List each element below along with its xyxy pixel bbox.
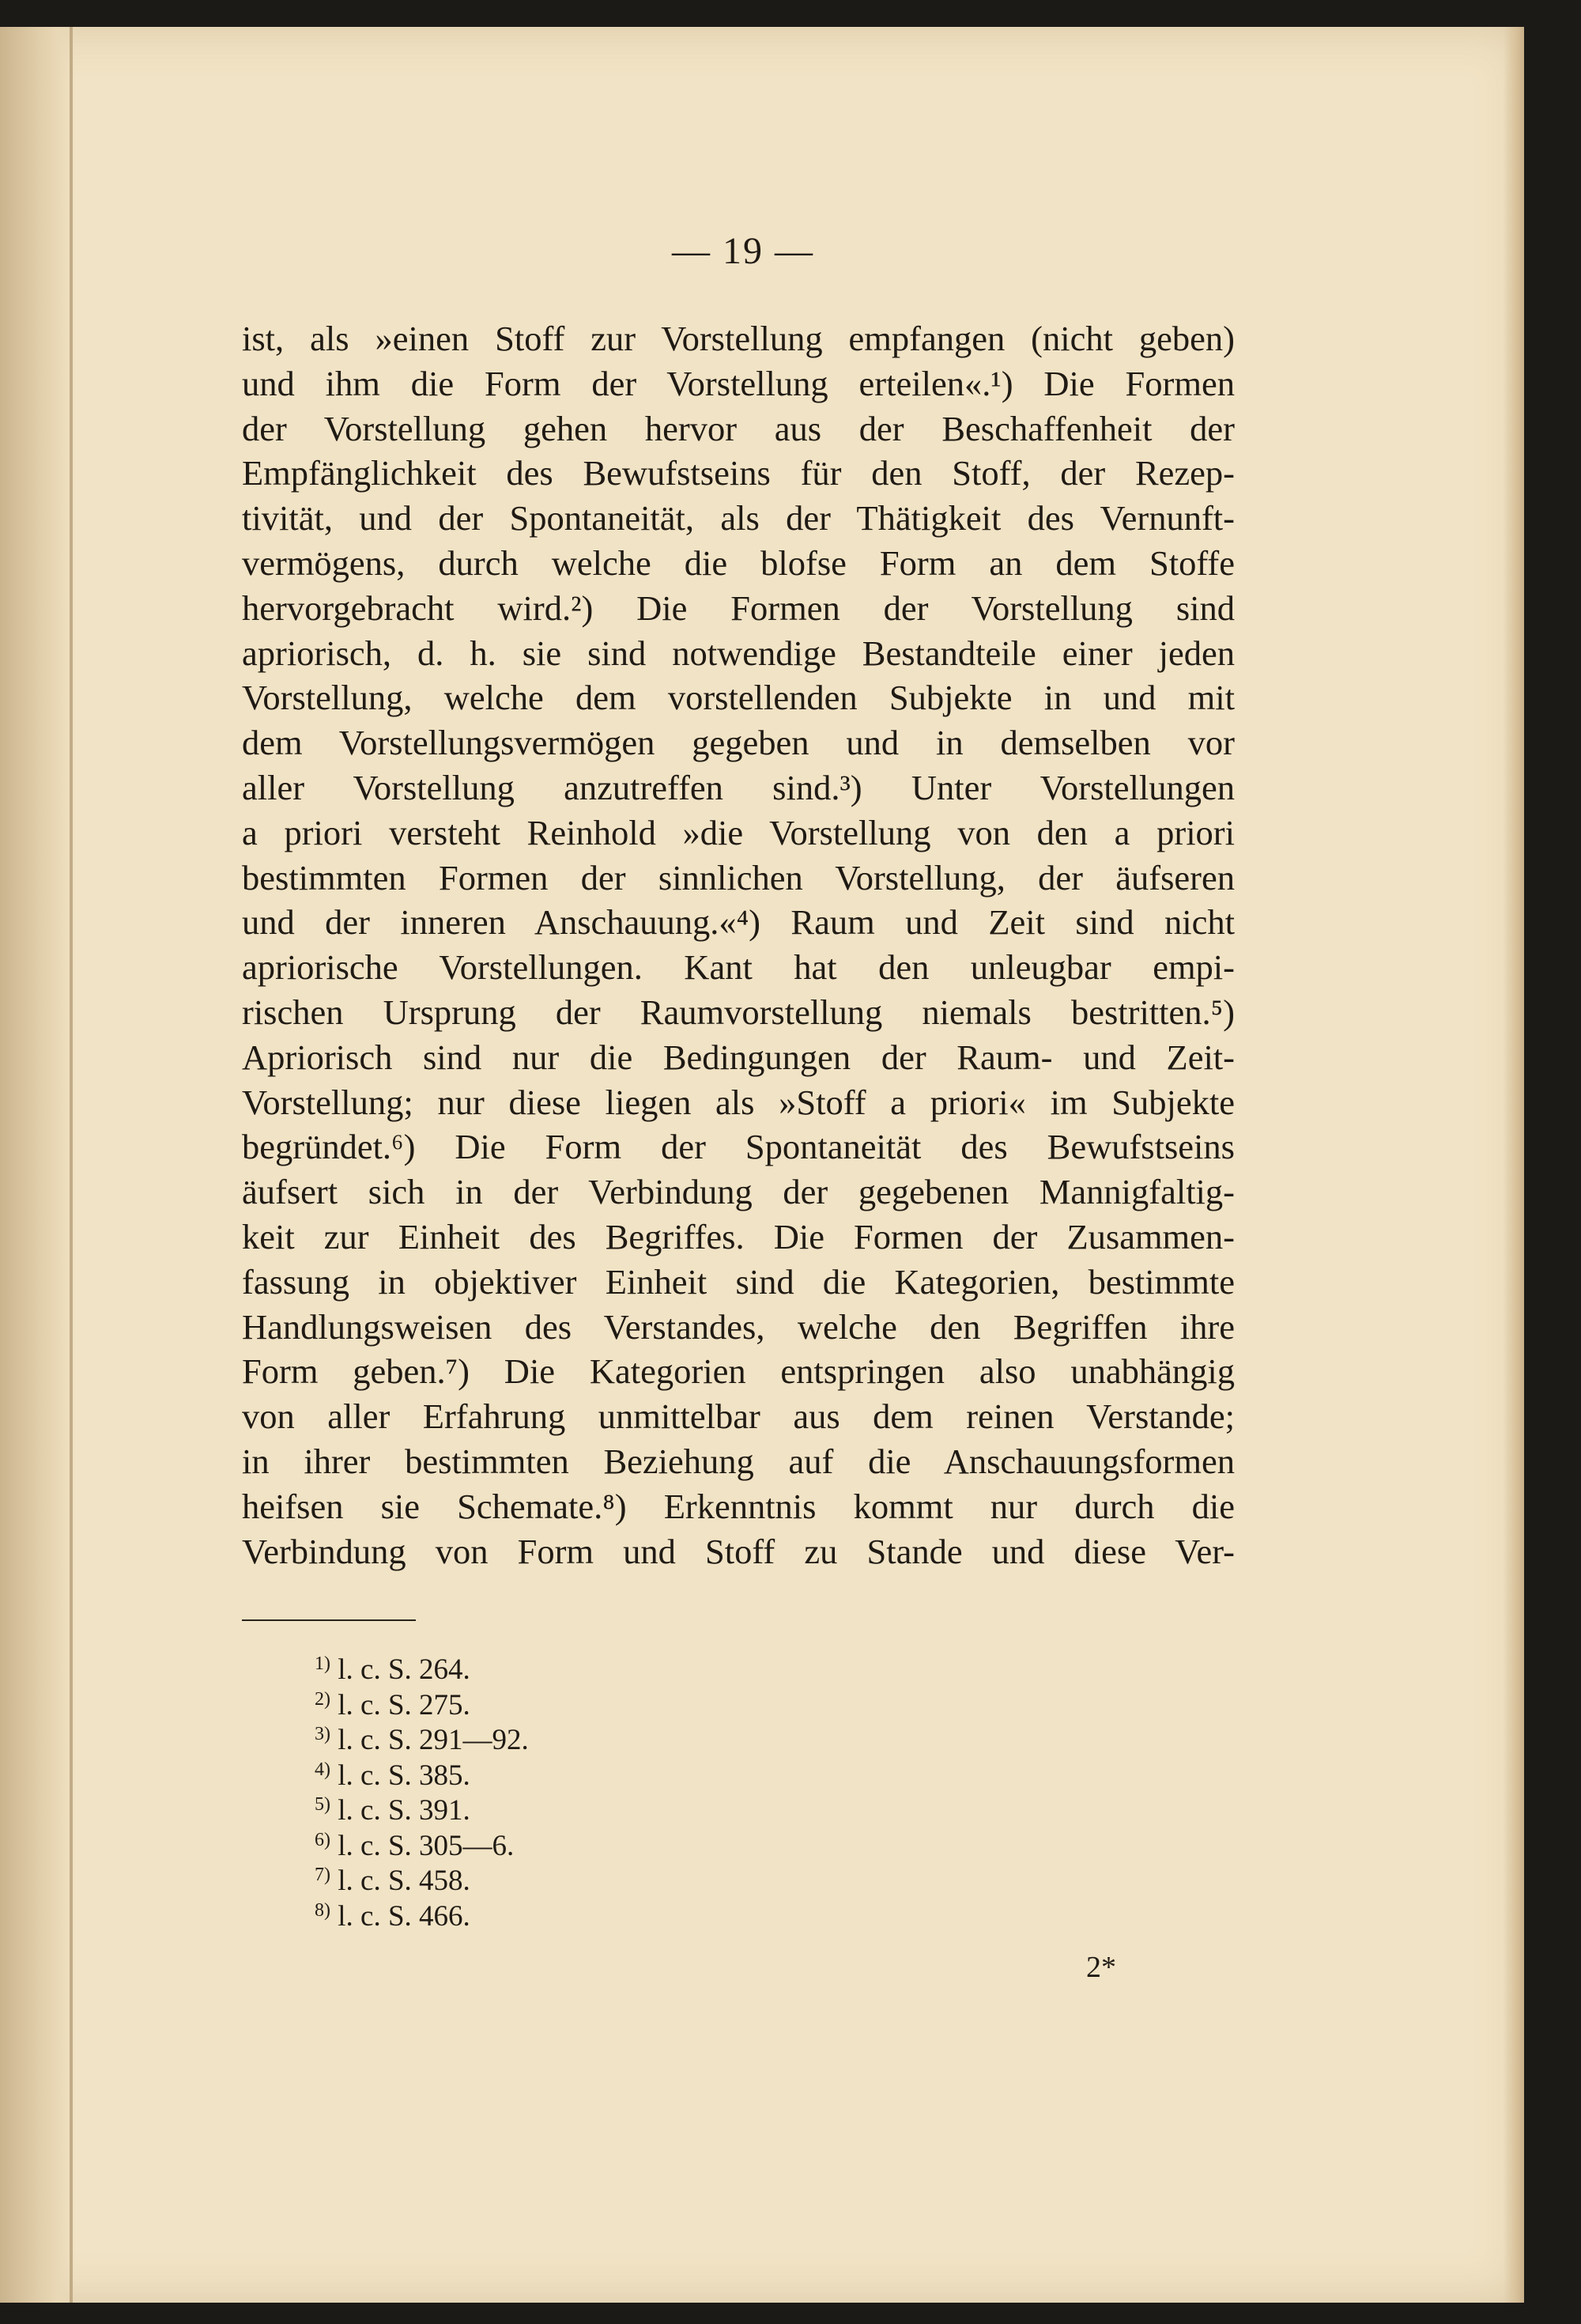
text-line: aller Vorstellung anzutreffen sind.³) Unter Vorstellungen <box>242 767 1235 807</box>
text-line: a priori versteht Reinhold »die Vorstellung von den a priori <box>242 812 1235 852</box>
text-line: apriorische Vorstellungen. Kant hat den unleugbar empi- <box>242 947 1235 988</box>
text-line: und ihm die Form der Vorstellung erteilen«.¹) Die Formen <box>242 363 1235 403</box>
text-line: Empfänglichkeit des Bewufstseins für den Stoff, der Rezep- <box>242 453 1235 493</box>
footnote <box>315 1717 529 1756</box>
text-line: hervorgebracht wird.²) Die Formen der Vorstellung sind <box>242 588 1235 628</box>
page-edge-shadow <box>1504 27 1524 2303</box>
footnote-mark: 2) <box>315 1688 330 1710</box>
text-line: fassung in objektiver Einheit sind die Kategorien, bestimmte <box>242 1261 1235 1302</box>
footnote <box>315 1857 529 1897</box>
footnote <box>315 1893 529 1933</box>
footnotes <box>315 1646 529 1933</box>
text-line: bestimmten Formen der sinnlichen Vorstellung, der äufseren <box>242 857 1235 897</box>
footnote-text: l. c. S. 391. <box>338 1794 470 1827</box>
footnote-text: l. c. S. 466. <box>338 1899 470 1933</box>
footnote-text: l. c. S. 458. <box>338 1865 470 1897</box>
footnote-mark: 3) <box>315 1724 330 1744</box>
text-line: heifsen sie Schemate.⁸) Erkenntnis kommt nur durch die <box>242 1486 1235 1526</box>
text-line: dem Vorstellungsvermögen gegeben und in demselben vor <box>242 723 1235 763</box>
footnote-text: l. c. S. 385. <box>338 1759 470 1792</box>
footnote <box>315 1823 529 1862</box>
text-line: der Vorstellung gehen hervor aus der Beschaffenheit der <box>242 408 1235 448</box>
footnote-text: l. c. S. 305—6. <box>338 1829 515 1862</box>
footnote-mark: 6) <box>315 1829 330 1850</box>
text-line: und der inneren Anschauung.«⁴) Raum und Zeit sind nicht <box>242 902 1235 943</box>
text-line: Handlungsweisen des Verstandes, welche den Begriffen ihre <box>242 1306 1235 1347</box>
footnote-mark: 4) <box>315 1759 330 1780</box>
spine-shadow <box>0 27 76 2303</box>
text-line: vermögens, durch welche die blofse Form an dem Stoffe <box>242 542 1235 583</box>
text-line: apriorisch, d. h. sie sind notwendige Bestandteile einer jeden <box>242 633 1235 673</box>
text-line: keit zur Einheit des Begriffes. Die Formen der Zusammen- <box>242 1216 1235 1256</box>
text-line: Form geben.⁷) Die Kategorien entspringen also unabhängig <box>242 1351 1235 1392</box>
footnote-mark: 7) <box>315 1865 330 1885</box>
text-line: Verbindung von Form und Stoff zu Stande und diese Ver- <box>242 1531 1235 1571</box>
text-line: Vorstellung, welche dem vorstellenden Subjekte in und mit <box>242 678 1235 718</box>
text-line: tivität, und der Spontaneität, als der Thätigkeit des Vernunft- <box>242 498 1235 538</box>
text-line: ist, als »einen Stoff zur Vorstellung empfangen (nicht geben) <box>242 319 1235 358</box>
footnote <box>315 1646 529 1686</box>
footnote-rule <box>242 1619 416 1621</box>
footnote-text: l. c. S. 275. <box>338 1688 470 1721</box>
footnote-text: l. c. S. 291—92. <box>338 1724 529 1756</box>
footnote-mark: 5) <box>315 1794 330 1815</box>
footnote-text: l. c. S. 264. <box>338 1653 470 1686</box>
signature-mark: 2* <box>1086 1951 1116 1984</box>
text-line: von aller Erfahrung unmittelbar aus dem reinen Verstande; <box>242 1396 1235 1437</box>
footnote <box>315 1682 529 1721</box>
body-text <box>242 316 1235 1574</box>
footnote-mark: 1) <box>315 1653 330 1674</box>
text-line: Vorstellung; nur diese liegen als »Stoff a priori« im Subjekte <box>242 1082 1235 1122</box>
spine-fold-line <box>70 27 73 2303</box>
footnote <box>315 1752 529 1792</box>
text-line: rischen Ursprung der Raumvorstellung niemals bestritten.⁵) <box>242 992 1235 1032</box>
text-line: begründet.⁶) Die Form der Spontaneität des Bewufstseins <box>242 1127 1235 1167</box>
text-line: in ihrer bestimmten Beziehung auf die Anschauungsformen <box>242 1441 1235 1481</box>
footnote-mark: 8) <box>315 1899 330 1921</box>
text-line: äufsert sich in der Verbindung der gegebenen Mannigfaltig- <box>242 1172 1235 1212</box>
page-number: — 19 — <box>672 230 814 272</box>
footnote <box>315 1787 529 1827</box>
text-line: Apriorisch sind nur die Bedingungen der Raum- und Zeit- <box>242 1037 1235 1077</box>
